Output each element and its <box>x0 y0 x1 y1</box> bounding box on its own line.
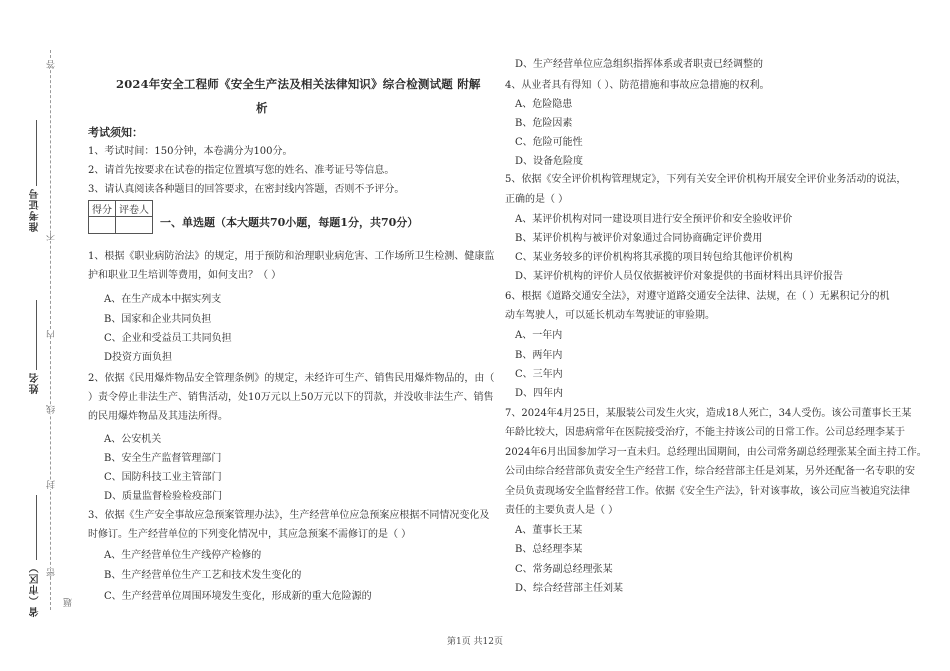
answer-option: A、公安机关 <box>104 434 162 445</box>
question-text: 2、依据《民用爆炸物品安全管理条例》的规定，未经许可生产、销售民用爆炸物品的，由（ <box>88 373 495 384</box>
exam-number-label: 准考证号 <box>30 188 41 232</box>
question-text: 的民用爆炸物品及其违法所得。 <box>88 411 228 422</box>
question-text: 3、依据《生产安全事故应急预案管理办法》，生产经营单位应急预案应根据不同情况变化及 <box>88 510 490 521</box>
notice-item: 2、请首先按要求在试卷的指定位置填写您的姓名、准考证号等信息。 <box>88 165 395 176</box>
answer-option: C、常务副总经理张某 <box>515 564 613 575</box>
answer-option: C、某业务较多的评价机构将其承揽的项目转包给其他评价机构 <box>515 252 793 263</box>
notice-item: 3、请认真阅读各种题目的回答要求，在密封线内答题，否则不予评分。 <box>88 184 405 195</box>
question-text: 6、根据《道路交通安全法》，对遵守道路交通安全法律、法规，在（ ）无累积记分的机 <box>505 291 890 302</box>
answer-option: A、董事长王某 <box>515 525 583 536</box>
grader-cell <box>116 217 153 234</box>
answer-option: C、国防科技工业主管部门 <box>104 472 222 483</box>
question-text: 年龄比较大，因患病常年在医院接受治疗，不能主持该公司的日常工作。公司总经理李某于 <box>505 427 905 438</box>
score-cell <box>89 217 116 234</box>
answer-option: B、某评价机构与被评价对象通过合同协商确定评价费用 <box>515 233 763 244</box>
question-text: 4、从业者具有得知（ ）、防范措施和事故应急措施的权利。 <box>505 80 770 91</box>
question-text: ）责令停止非法生产、销售活动，处10万元以上50万元以下的罚款，并没收非法生产、销售 <box>88 392 494 403</box>
question-text: 动车驾驶人，可以延长机动车驾驶证的审验期。 <box>505 310 715 321</box>
name-line <box>36 300 37 370</box>
score-header: 得分 <box>89 201 116 217</box>
question-text: 1、根据《职业病防治法》的规定，用于预防和治理职业病危害、工作场所卫生检测、健康监 <box>88 251 495 262</box>
score-table <box>88 200 153 234</box>
answer-option: A、危险隐患 <box>515 99 573 110</box>
answer-option: C、生产经营单位周围环境发生变化，形成新的重大危险源的 <box>104 591 372 602</box>
answer-option: C、企业和受益员工共同负担 <box>104 333 232 344</box>
page-footer: 第1页 共12页 <box>446 637 504 647</box>
seal-char: 线 <box>47 405 57 414</box>
answer-option: B、两年内 <box>515 350 563 361</box>
seal-char: 不 <box>47 232 57 241</box>
answer-option: D投资方面负担 <box>104 352 173 363</box>
grader-header: 评卷人 <box>116 201 153 217</box>
question-text: 护和职业卫生培训等费用，如何支出？（ ） <box>88 270 282 281</box>
region-label: 省（市区） <box>30 562 41 617</box>
question-text: 公司由综合经营部负责安全生产经营工作，综合经营部主任是刘某，另外还配备一名专职的安 <box>505 466 915 477</box>
answer-option: B、国家和企业共同负担 <box>104 314 212 325</box>
answer-option: B、危险因素 <box>515 118 573 129</box>
answer-option: D、生产经营单位应急组织指挥体系或者职责已经调整的 <box>515 59 764 70</box>
answer-option: A、生产经营单位生产线停产检修的 <box>104 550 262 561</box>
answer-option: B、安全生产监督管理部门 <box>104 453 222 464</box>
page-title: 2024年安全工程师《安全生产法及相关法律知识》综合检测试题 附解 析 <box>116 77 481 115</box>
answer-option: A、某评价机构对同一建设项目进行安全预评价和安全验收评价 <box>515 214 793 225</box>
question-text: 2024年6月出国参加学习一直未归。总经理出国期间，由公司常务副总经理张某全面主持工作。 <box>505 447 927 458</box>
answer-option: B、生产经营单位生产工艺和技术发生变化的 <box>104 570 302 581</box>
answer-option: A、在生产成本中据实列支 <box>104 294 222 305</box>
answer-option: D、某评价机构的评价人员仅依据被评价对象提供的书面材料出具评价报告 <box>515 271 844 282</box>
answer-option: D、四年内 <box>515 388 564 399</box>
answer-option: C、三年内 <box>515 369 563 380</box>
question-text: 时修订。生产经营单位的下列变化情况中，其应急预案不需修订的是（ ） <box>88 529 412 540</box>
question-text: 责任的主要负责人是（ ） <box>505 505 619 516</box>
seal-char: 题 <box>64 598 74 607</box>
answer-option: A、一年内 <box>515 330 563 341</box>
answer-option: C、危险可能性 <box>515 137 583 148</box>
section-heading: 一、单选题（本大题共70小题，每题1分，共70分） <box>160 216 419 229</box>
answer-option: D、设备危险度 <box>515 156 584 167</box>
exam-number-line <box>36 120 37 186</box>
answer-option: D、质量监督检验检疫部门 <box>104 491 223 502</box>
notice-item: 1、考试时间：150分钟，本卷满分为100分。 <box>88 146 293 157</box>
seal-char: 答 <box>47 60 57 69</box>
seal-char: 密 <box>47 568 57 577</box>
region-line <box>36 495 37 560</box>
name-label: 姓名 <box>30 372 41 394</box>
question-text: 正确的是（ ） <box>505 194 569 205</box>
seal-char: 内 <box>47 330 57 339</box>
answer-option: D、综合经营部主任刘某 <box>515 583 624 594</box>
answer-option: B、总经理李某 <box>515 544 583 555</box>
question-text: 全员负责现场安全监督经营工作。依据《安全生产法》，针对该事故，该公司应当被追究法律 <box>505 486 910 497</box>
question-text: 5、依据《安全评价机构管理规定》，下列有关安全评价机构开展安全评价业务活动的说法， <box>505 174 907 185</box>
notice-heading: 考试须知： <box>88 126 143 139</box>
binding-margin <box>0 0 82 671</box>
seal-char: 封 <box>47 480 57 489</box>
question-text: 7、2024年4月25日，某服装公司发生火灾，造成18人死亡，34人受伤。该公司董事长王某 <box>505 408 912 419</box>
